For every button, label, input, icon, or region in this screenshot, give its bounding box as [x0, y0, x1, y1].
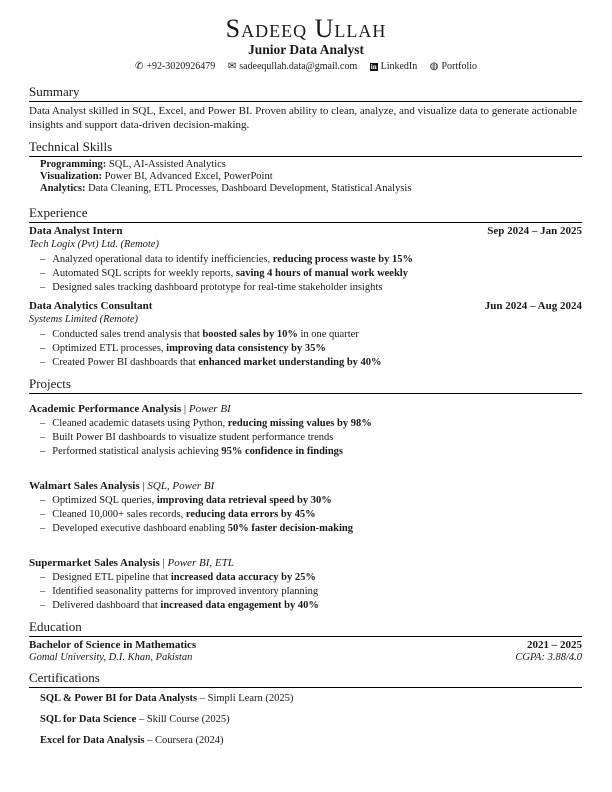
contact-portfolio[interactable]: [430, 61, 477, 72]
skills-section: [29, 140, 582, 195]
bullet-item: – Designed ETL pipeline that increased data accuracy by 25%: [40, 571, 582, 585]
section-heading: Summary: [29, 85, 582, 102]
certifications-section: [29, 671, 582, 751]
skill-label: Analytics:: [40, 183, 86, 194]
bullet-item: – Delivered dashboard that increased data engagement by 40%: [40, 599, 582, 613]
job-entry: [29, 299, 582, 370]
section-heading: Technical Skills: [29, 140, 582, 157]
skill-value: Data Cleaning, ETL Processes, Dashboard Development, Statistical Analysis: [88, 183, 412, 194]
job-entry: [29, 224, 582, 295]
skill-row: [40, 183, 582, 195]
contact-phone[interactable]: [135, 61, 215, 72]
bullet-item: – Analyzed operational data to identify inefficiencies, reducing process waste by 15%: [40, 253, 582, 267]
project-name: Supermarket Sales Analysis: [29, 557, 160, 569]
contact-email[interactable]: [228, 61, 357, 72]
company: Tech Logix (Pvt) Ltd. (Remote): [29, 239, 159, 250]
candidate-name: Sadeeq Ullah: [225, 14, 387, 43]
skill-row: [40, 171, 582, 183]
contact-linkedin[interactable]: [370, 61, 418, 72]
bullet-item: – Optimized SQL queries, improving data retrieval speed by 30%: [40, 494, 582, 508]
education-dates: 2021 – 2025: [527, 639, 582, 651]
bullet-item: – Created Power BI dashboards that enhanced market understanding by 40%: [40, 356, 582, 370]
bullet-item: – Developed executive dashboard enabling 50% faster decision-making: [40, 522, 582, 536]
school: Gomal University, D.I. Khan, Pakistan: [29, 652, 193, 663]
contact-bar: [0, 61, 612, 72]
section-heading: Experience: [29, 206, 582, 223]
skill-row: [40, 159, 582, 171]
experience-section: [29, 206, 582, 374]
globe-icon: ◍: [429, 61, 439, 72]
education-section: [29, 620, 582, 664]
project-name: Academic Performance Analysis: [29, 403, 182, 415]
section-heading: Certifications: [29, 671, 582, 688]
bullet-item: – Conducted sales trend analysis that boosted sales by 10% in one quarter: [40, 328, 582, 342]
certification-item: SQL & Power BI for Data Analysts – Simpli Learn (2025): [40, 693, 294, 704]
skill-value: SQL, AI-Assisted Analytics: [108, 159, 226, 170]
project-entry: Academic Performance Analysis | Power BI – Cleaned academic datasets using Python, reducing missing values by 98% – Built Power BI dashboards to visualize student performance trends – Performed statistical analysis achieving 95% confidence in findings: [29, 402, 582, 459]
phone-icon: ✆: [134, 61, 144, 72]
job-dates: Sep 2024 – Jan 2025: [487, 225, 582, 237]
section-heading: Education: [29, 620, 582, 637]
job-dates: Jun 2024 – Aug 2024: [484, 300, 582, 312]
project-tools: Power BI, ETL: [167, 557, 234, 569]
skill-label: Visualization:: [40, 171, 103, 182]
company: Systems Limited (Remote): [29, 314, 139, 325]
certification-item: SQL for Data Science – Skill Course (2025): [40, 714, 230, 725]
gpa: CGPA: 3.88/4.0: [515, 652, 582, 663]
skill-value: Power BI, Advanced Excel, PowerPoint: [104, 171, 273, 182]
project-tools: SQL, Power BI: [147, 480, 215, 492]
envelope-icon: ✉: [227, 61, 237, 72]
project-entry: Walmart Sales Analysis | SQL, Power BI – Optimized SQL queries, improving data retrieval speed by 30% – Cleaned 10,000+ sales records, reducing data errors by 45% – Developed executive dashboard enabling 50% faster decision-making: [29, 479, 582, 536]
bullet-item: – Cleaned academic datasets using Python, reducing missing values by 98%: [40, 417, 582, 431]
project-entry: Supermarket Sales Analysis | Power BI, ETL – Designed ETL pipeline that increased data accuracy by 25% – Identified seasonality patterns for improved inventory planning – Delivered dashboard that increased data engagement by 40%: [29, 556, 582, 613]
skill-label: Programming:: [40, 159, 107, 170]
project-tools: Power BI: [188, 403, 231, 415]
email-text: sadeequllah.data@gmail.com: [239, 61, 358, 72]
summary-section: [29, 85, 582, 132]
degree: Bachelor of Science in Mathematics: [29, 639, 197, 651]
job-role: Data Analytics Consultant: [29, 300, 153, 312]
portfolio-text: Portfolio: [441, 61, 478, 72]
project-name: Walmart Sales Analysis: [29, 480, 140, 492]
linkedin-icon: in: [370, 63, 377, 71]
projects-section: [29, 377, 582, 613]
bullet-item: – Identified seasonality patterns for improved inventory planning: [40, 585, 582, 599]
bullet-item: – Built Power BI dashboards to visualize student performance trends: [40, 431, 582, 445]
phone-text: +92-3020926479: [146, 61, 216, 72]
certification-item: Excel for Data Analysis – Coursera (2024): [40, 735, 224, 746]
bullet-item: – Designed sales tracking dashboard prototype for real-time stakeholder insights: [40, 281, 582, 295]
summary-text: Data Analyst skilled in SQL, Excel, and Power BI. Proven ability to clean, analyze, and visualize data to generate actionable insights and support data-driven decision-making.: [29, 105, 577, 131]
bullet-item: – Performed statistical analysis achieving 95% confidence in findings: [40, 445, 582, 459]
job-role: Data Analyst Intern: [29, 225, 123, 237]
bullet-item: – Optimized ETL processes, improving data consistency by 35%: [40, 342, 582, 356]
job-title: Junior Data Analyst: [247, 42, 365, 57]
section-heading: Projects: [29, 377, 582, 394]
bullet-item: – Cleaned 10,000+ sales records, reducing data errors by 45%: [40, 508, 582, 522]
linkedin-text: LinkedIn: [380, 61, 418, 72]
bullet-item: – Automated SQL scripts for weekly reports, saving 4 hours of manual work weekly: [40, 267, 582, 281]
